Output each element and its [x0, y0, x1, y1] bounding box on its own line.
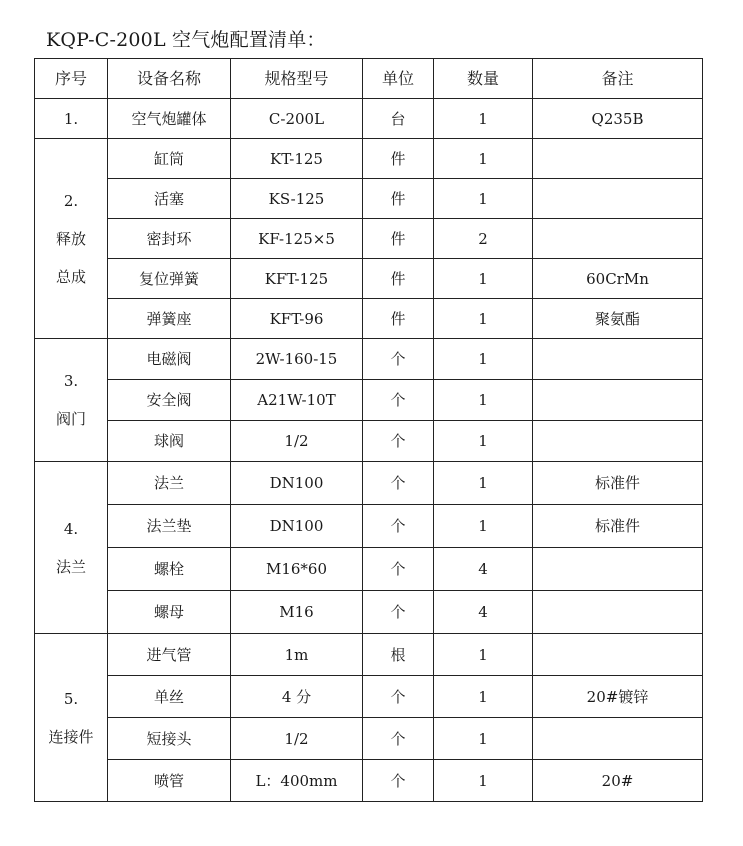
spec-cell: M16*60: [231, 548, 363, 591]
group-label-cell: [35, 139, 108, 339]
document-title: KQP-C-200L 空气炮配置清单：: [46, 29, 326, 51]
spec-cell: C-200L: [231, 99, 363, 139]
unit-cell: 个: [363, 421, 434, 462]
quantity-cell: 1: [434, 462, 533, 505]
device-name-cell: 螺母: [108, 591, 231, 634]
quantity-cell: 1: [434, 339, 533, 380]
quantity-cell: 1: [434, 139, 533, 179]
quantity-cell: 1: [434, 760, 533, 802]
note-cell: [533, 591, 703, 634]
group-label-cell: [35, 339, 108, 462]
note-cell: [533, 179, 703, 219]
device-name-cell: 电磁阀: [108, 339, 231, 380]
table-row: [35, 718, 703, 760]
quantity-cell: 1: [434, 299, 533, 339]
group-label-cell: [35, 462, 108, 634]
unit-cell: 根: [363, 634, 434, 676]
table-row: [35, 421, 703, 462]
quantity-cell: 1: [434, 505, 533, 548]
group-label-line: 法兰: [55, 557, 86, 576]
note-cell: [533, 634, 703, 676]
spec-cell: DN100: [231, 462, 363, 505]
unit-cell: 个: [363, 462, 434, 505]
device-name-cell: 法兰: [108, 462, 231, 505]
device-name-cell: 喷管: [108, 760, 231, 802]
spec-cell: 2W-160-15: [231, 339, 363, 380]
spec-cell: M16: [231, 591, 363, 634]
device-name-cell: 单丝: [108, 676, 231, 718]
spec-cell: DN100: [231, 505, 363, 548]
table-row: [35, 462, 703, 505]
unit-cell: 件: [363, 219, 434, 259]
quantity-cell: 1: [434, 99, 533, 139]
unit-cell: 个: [363, 380, 434, 421]
header-notes: 备注: [533, 59, 703, 99]
device-name-cell: 空气炮罐体: [108, 99, 231, 139]
device-name-cell: 密封环: [108, 219, 231, 259]
unit-cell: 个: [363, 548, 434, 591]
group-label-line: 阀门: [55, 410, 86, 428]
header-spec-model: 规格型号: [231, 59, 363, 99]
unit-cell: 台: [363, 99, 434, 139]
note-cell: 60CrMn: [533, 259, 703, 299]
unit-cell: 件: [363, 139, 434, 179]
note-cell: Q235B: [533, 99, 703, 139]
group-label-line: 1.: [63, 109, 79, 128]
device-name-cell: 法兰垫: [108, 505, 231, 548]
spec-cell: 1m: [231, 634, 363, 676]
header-row: [35, 59, 703, 99]
note-cell: [533, 380, 703, 421]
table-row: [35, 299, 703, 339]
quantity-cell: 1: [434, 380, 533, 421]
table-row: [35, 380, 703, 421]
group-label-line: 2.: [63, 191, 79, 210]
unit-cell: 个: [363, 760, 434, 802]
group-label-cell: [35, 99, 108, 139]
group-label-line: 3.: [63, 372, 79, 390]
spec-cell: A21W-10T: [231, 380, 363, 421]
quantity-cell: 1: [434, 179, 533, 219]
table-row: [35, 760, 703, 802]
table-row: [35, 99, 703, 139]
unit-cell: 个: [363, 718, 434, 760]
unit-cell: 个: [363, 505, 434, 548]
table-row: [35, 591, 703, 634]
device-name-cell: 进气管: [108, 634, 231, 676]
header-quantity: 数量: [434, 59, 533, 99]
table-row: [35, 179, 703, 219]
spec-cell: KFT-125: [231, 259, 363, 299]
quantity-cell: 2: [434, 219, 533, 259]
group-label-line: 总成: [55, 267, 86, 286]
note-cell: [533, 339, 703, 380]
group-label-line: 连接件: [48, 727, 94, 746]
group-label-line: 释放: [55, 229, 86, 248]
note-cell: [533, 139, 703, 179]
table-row: [35, 634, 703, 676]
group-label-line: 5.: [63, 689, 79, 708]
note-cell: [533, 421, 703, 462]
spec-cell: KT-125: [231, 139, 363, 179]
spec-cell: 1/2: [231, 718, 363, 760]
device-name-cell: 弹簧座: [108, 299, 231, 339]
table-row: [35, 339, 703, 380]
group-label-cell: [35, 634, 108, 802]
note-cell: 20#镀锌: [533, 676, 703, 718]
device-name-cell: 复位弹簧: [108, 259, 231, 299]
note-cell: 标准件: [533, 462, 703, 505]
group-label-line: 4.: [63, 519, 79, 538]
table-row: [35, 505, 703, 548]
quantity-cell: 1: [434, 634, 533, 676]
quantity-cell: 4: [434, 548, 533, 591]
quantity-cell: 1: [434, 676, 533, 718]
unit-cell: 个: [363, 339, 434, 380]
quantity-cell: 1: [434, 259, 533, 299]
note-cell: 20#: [533, 760, 703, 802]
table-row: [35, 219, 703, 259]
table-row: [35, 259, 703, 299]
header-unit: 单位: [363, 59, 434, 99]
unit-cell: 件: [363, 179, 434, 219]
header-index: 序号: [35, 59, 108, 99]
unit-cell: 件: [363, 259, 434, 299]
spec-cell: 1/2: [231, 421, 363, 462]
quantity-cell: 4: [434, 591, 533, 634]
note-cell: [533, 718, 703, 760]
device-name-cell: 缸筒: [108, 139, 231, 179]
spec-cell: KFT-96: [231, 299, 363, 339]
spec-cell: KS-125: [231, 179, 363, 219]
unit-cell: 件: [363, 299, 434, 339]
header-device-name: 设备名称: [108, 59, 231, 99]
table-row: [35, 676, 703, 718]
unit-cell: 个: [363, 676, 434, 718]
note-cell: [533, 548, 703, 591]
config-table: [34, 58, 703, 802]
device-name-cell: 球阀: [108, 421, 231, 462]
table-row: [35, 548, 703, 591]
spec-cell: L：400mm: [231, 760, 363, 802]
unit-cell: 个: [363, 591, 434, 634]
note-cell: 聚氨酯: [533, 299, 703, 339]
note-cell: [533, 219, 703, 259]
quantity-cell: 1: [434, 718, 533, 760]
quantity-cell: 1: [434, 421, 533, 462]
table-body: [35, 99, 703, 802]
device-name-cell: 安全阀: [108, 380, 231, 421]
device-name-cell: 螺栓: [108, 548, 231, 591]
table-row: [35, 139, 703, 179]
note-cell: 标准件: [533, 505, 703, 548]
spec-cell: KF-125×5: [231, 219, 363, 259]
device-name-cell: 活塞: [108, 179, 231, 219]
device-name-cell: 短接头: [108, 718, 231, 760]
spec-cell: 4 分: [231, 676, 363, 718]
